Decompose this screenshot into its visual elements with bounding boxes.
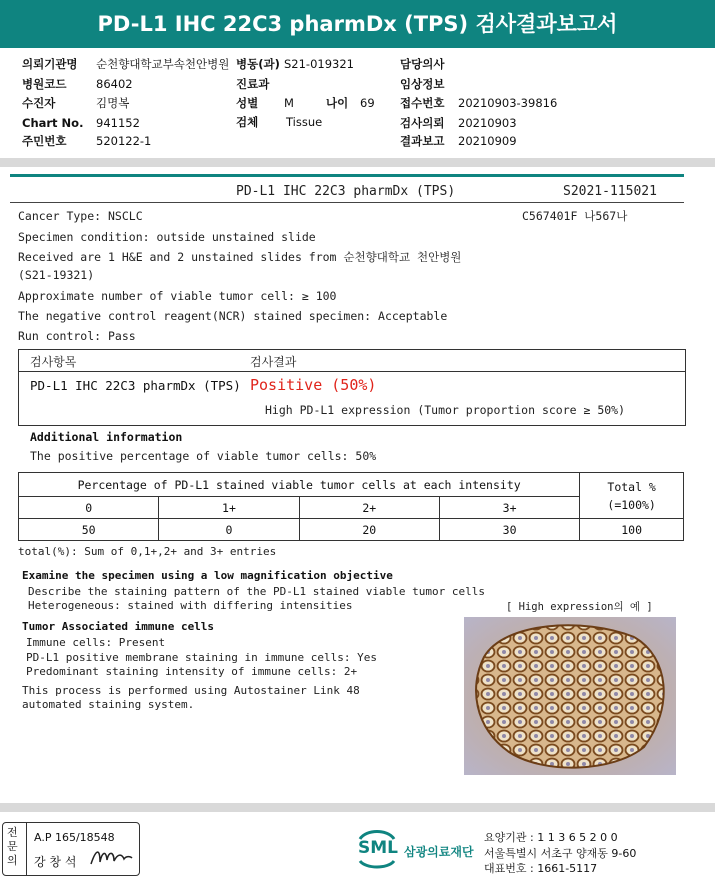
cancer-type: Cancer Type: NSCLC xyxy=(18,209,143,223)
result-expression: High PD-L1 expression (Tumor proportion score ≥ 50%) xyxy=(265,403,626,417)
immune-line2: PD-L1 positive membrane staining in immune cells: Yes xyxy=(26,651,377,664)
stamp-char-1: 전 xyxy=(7,826,18,839)
address: 서울특별시 서초구 양재동 9-60 xyxy=(484,847,637,860)
sex-value: M xyxy=(284,96,294,110)
value-0: 50 xyxy=(19,519,159,541)
dept-label: 병동(과) xyxy=(236,57,280,71)
institution-label: 의뢰기관명 xyxy=(22,57,78,71)
value-2: 20 xyxy=(299,519,439,541)
table-footnote: total(%): Sum of 0,1+,2+ and 3+ entries xyxy=(18,545,277,558)
process-line2: automated staining system. xyxy=(22,698,195,711)
separator-top xyxy=(0,158,715,167)
specimen-condition: Specimen condition: outside unstained slide xyxy=(18,230,316,244)
resident-label: 주민번호 xyxy=(22,134,67,148)
total-header xyxy=(580,473,684,519)
hospital-code-label: 병원코드 xyxy=(22,77,67,91)
intensity-header: Percentage of PD-L1 stained viable tumor cells at each intensity xyxy=(19,473,580,497)
signature-box-divider xyxy=(26,822,27,876)
value-total: 100 xyxy=(580,519,684,541)
result-col-result: 검사결과 xyxy=(250,355,297,369)
specimen-label: 검체 xyxy=(236,115,259,129)
report-date-value: 20210909 xyxy=(458,134,517,148)
immune-heading: Tumor Associated immune cells xyxy=(22,620,215,633)
doctor-label: 담당의사 xyxy=(400,57,445,71)
receipt-value: 20210903-39816 xyxy=(458,96,558,110)
codes: C567401F 나567나 xyxy=(522,209,628,223)
clinical-label: 임상정보 xyxy=(400,77,445,91)
result-box-divider xyxy=(18,371,686,372)
recipient-value: 김명복 xyxy=(96,96,130,110)
examine-line2: Heterogeneous: stained with differing intensities xyxy=(28,599,353,612)
clinic-label: 진료과 xyxy=(236,77,270,91)
micrograph-image xyxy=(464,617,676,775)
value-1: 0 xyxy=(159,519,299,541)
result-item: PD-L1 IHC 22C3 pharmDx (TPS) xyxy=(30,378,241,393)
process-line1: This process is performed using Autostainer Link 48 xyxy=(22,684,360,697)
hospital-code-value: 86402 xyxy=(96,77,133,91)
stamp-char-3: 의 xyxy=(7,854,18,867)
agency-number: 요양기관 : 1 1 3 6 5 2 0 0 xyxy=(484,831,618,844)
test-name: PD-L1 IHC 22C3 pharmDx (TPS) xyxy=(236,184,456,199)
immune-line1: Immune cells: Present xyxy=(26,636,166,649)
level-2: 2+ xyxy=(299,497,439,519)
age-label: 나이 xyxy=(326,96,349,110)
additional-text: The positive percentage of viable tumor cells: 50% xyxy=(30,449,377,463)
sex-label: 성별 xyxy=(236,96,259,110)
request-label: 검사의뢰 xyxy=(400,116,445,130)
level-0: 0 xyxy=(19,497,159,519)
institution-value: 순천향대학교부속천안병원 xyxy=(96,57,230,71)
received-line2: (S21-19321) xyxy=(18,268,95,282)
request-value: 20210903 xyxy=(458,116,517,130)
report-title: PD-L1 IHC 22C3 pharmDx (TPS) 검사결과보고서 xyxy=(0,0,715,48)
received-line1: Received are 1 H&E and 2 unstained slides from 순천향대학교 천안병원 xyxy=(18,250,462,264)
dept-value: S21-019321 xyxy=(284,57,354,71)
level-3: 3+ xyxy=(439,497,579,519)
ap-number: A.P 165/18548 xyxy=(34,831,115,844)
report-id: S2021-115021 xyxy=(563,184,657,199)
result-col-item: 검사항목 xyxy=(30,355,77,369)
examine-line1: Describe the staining pattern of the PD-L1 stained viable tumor cells xyxy=(28,585,485,598)
result-positive: Positive (50%) xyxy=(250,376,377,394)
phone: 대표번호 : 1661-5117 xyxy=(484,862,598,875)
foundation-name: 삼광의료재단 xyxy=(404,845,474,859)
chart-value: 941152 xyxy=(96,116,140,130)
report-date-label: 결과보고 xyxy=(400,134,445,148)
separator-bottom xyxy=(0,803,715,812)
ncr-line: The negative control reagent(NCR) stained specimen: Acceptable xyxy=(18,309,448,323)
immune-line3: Predominant staining intensity of immune cells: 2+ xyxy=(26,665,358,678)
recipient-label: 수진자 xyxy=(22,96,56,110)
chart-label: Chart No. xyxy=(22,116,84,130)
level-1: 1+ xyxy=(159,497,299,519)
total-header-line2: (=100%) xyxy=(607,497,656,512)
additional-heading: Additional information xyxy=(30,430,183,444)
report-subrule xyxy=(10,202,684,203)
resident-value: 520122-1 xyxy=(96,134,152,148)
examine-heading: Examine the specimen using a low magnification objective xyxy=(22,569,393,582)
doctor-name: 강 창 석 xyxy=(34,855,77,869)
viable-cells: Approximate number of viable tumor cell: ≥ 100 xyxy=(18,289,337,303)
intensity-table xyxy=(18,472,684,541)
signature-icon xyxy=(88,844,134,870)
age-value: 69 xyxy=(360,96,375,110)
image-caption: [ High expression의 예 ] xyxy=(506,601,653,613)
total-header-line1: Total % xyxy=(607,479,656,494)
logo-text: SML xyxy=(358,838,398,858)
stamp-label xyxy=(7,826,18,868)
value-3: 30 xyxy=(439,519,579,541)
report-rule xyxy=(10,174,684,177)
specimen-value: Tissue xyxy=(286,115,323,129)
receipt-label: 접수번호 xyxy=(400,96,445,110)
run-control: Run control: Pass xyxy=(18,329,136,343)
stamp-char-2: 문 xyxy=(7,840,18,853)
